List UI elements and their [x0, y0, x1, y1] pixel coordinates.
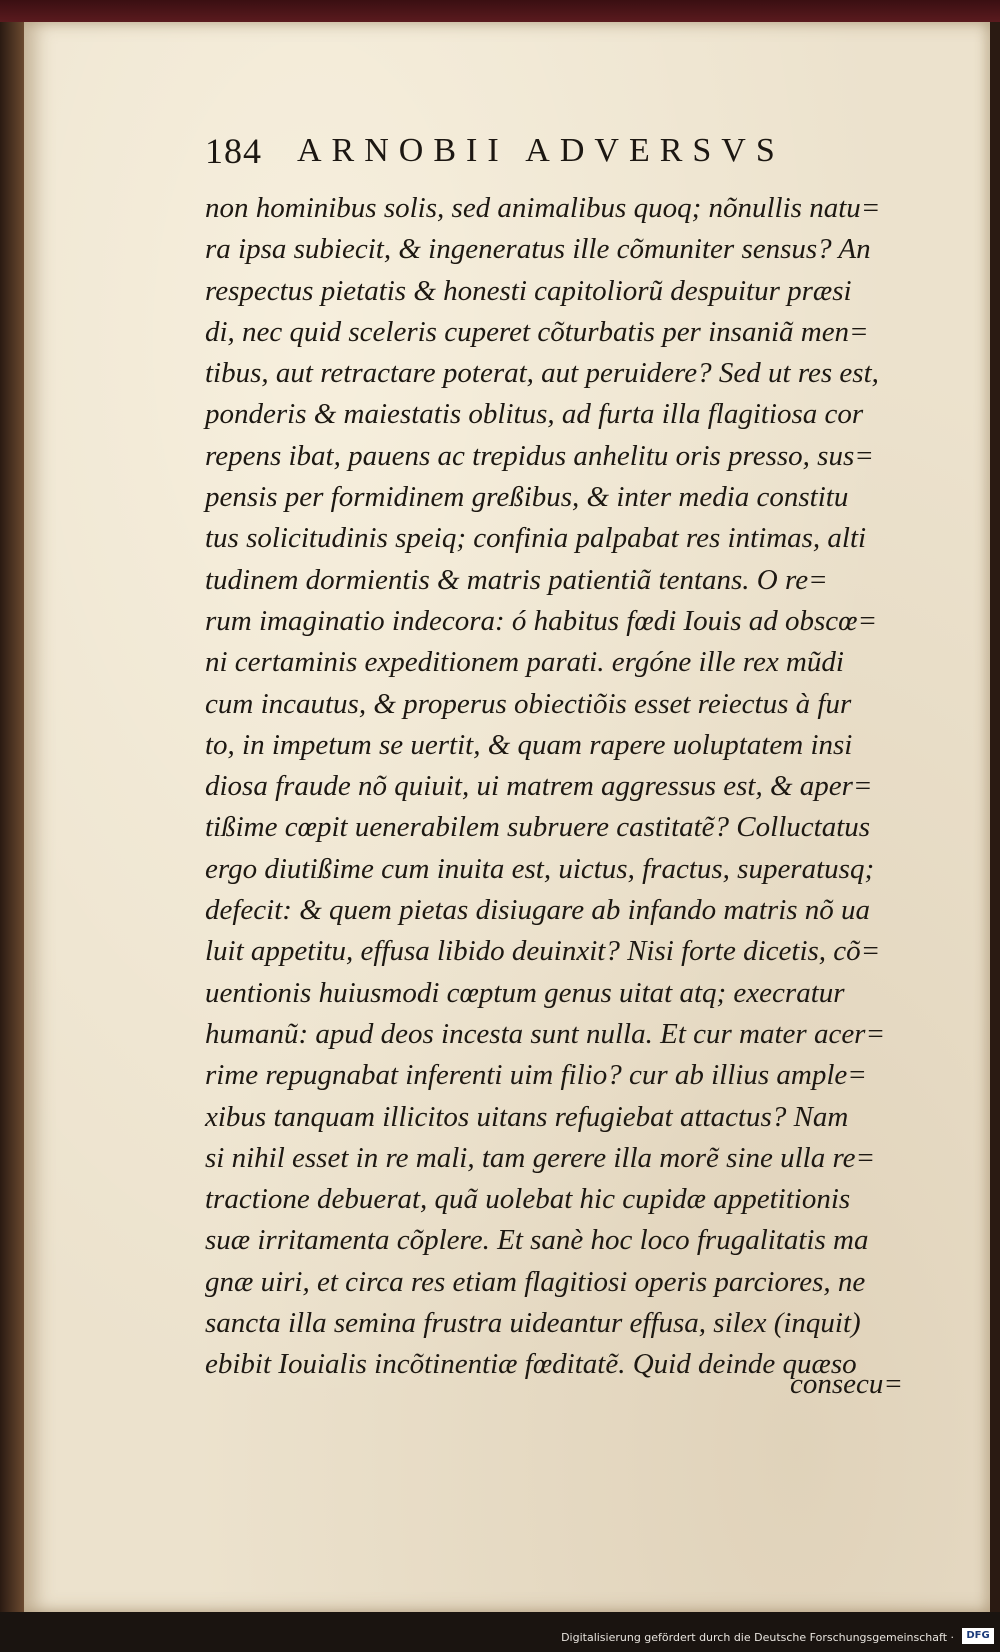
text-line: repens ibat, pauens ac trepidus anhelitu oris presso, sus=: [205, 439, 874, 472]
right-border: [990, 22, 1000, 1612]
running-title: ARNOBII ADVERSVS: [297, 132, 785, 169]
text-line: diosa fraude nõ quiuit, ui matrem aggressus est, & aper=: [205, 770, 873, 803]
text-line: ra ipsa subiecit, & ingeneratus ille cõmuniter sensus? An: [205, 233, 871, 266]
text-line: ni certaminis expeditionem parati. ergóne ille rex mũdi: [205, 646, 844, 679]
text-line: pensis per formidinem greßibus, & inter media constitu: [205, 481, 849, 514]
text-line: respectus pietatis & honesti capitoliorũ despuitur præsi: [205, 274, 852, 307]
text-line: luit appetitu, effusa libido deuinxit? Nisi forte dicetis, cõ=: [205, 935, 881, 968]
page-number: 184: [205, 131, 262, 171]
text-line: tißime cœpit uenerabilem subruere castitatẽ? Colluctatus: [205, 811, 871, 844]
top-border: [0, 0, 1000, 22]
page-body-text: [205, 188, 905, 1386]
text-line: si nihil esset in re mali, tam gerere illa morẽ sine ulla re=: [205, 1141, 876, 1174]
text-line: tudinem dormientis & matris patientiã tentans. O re=: [205, 563, 828, 596]
dfg-logo: DFG: [962, 1628, 994, 1644]
text-line: suæ irritamenta cõplere. Et sanè hoc loco frugalitatis ma: [205, 1224, 869, 1257]
page-header: [205, 130, 905, 180]
text-line: sancta illa semina frustra uideantur effusa, silex (inquit): [205, 1307, 861, 1340]
text-line: tibus, aut retractare poterat, aut peruidere? Sed ut res est,: [205, 357, 879, 390]
text-line: cum incautus, & properus obiectiõis esset reiectus à fur: [205, 687, 852, 720]
digitization-credit: Digitalisierung gefördert durch die Deutsche Forschungsgemeinschaft ·: [561, 1631, 954, 1644]
text-line: ponderis & maiestatis oblitus, ad furta illa flagitiosa cor: [205, 398, 864, 431]
text-line: rime repugnabat inferenti uim filio? cur ab illius ample=: [205, 1059, 867, 1092]
text-line: non hominibus solis, sed animalibus quoq; nõnullis natu=: [205, 192, 881, 224]
text-line: xibus tanquam illicitos uitans refugiebat attactus? Nam: [205, 1100, 849, 1133]
text-line: uentionis huiusmodi cœptum genus uitat atq; execratur: [205, 976, 845, 1009]
text-line: ebibit Iouialis incõtinentiæ fœditatẽ. Quid deinde quæso: [205, 1348, 857, 1381]
text-line: humanũ: apud deos incesta sunt nulla. Et cur mater acer=: [205, 1017, 886, 1050]
text-line: gnæ uiri, et circa res etiam flagitiosi operis parciores, ne: [205, 1265, 866, 1298]
text-line: tus solicitudinis speiq; confinia palpabat res intimas, alti: [205, 522, 867, 555]
text-line: tractione debuerat, quã uolebat hic cupidæ appetitionis: [205, 1183, 851, 1216]
text-line: ergo diutißime cum inuita est, uictus, fractus, superatusq;: [205, 852, 875, 885]
text-line: defecit: & quem pietas disiugare ab infando matris nõ ua: [205, 894, 871, 927]
text-line: to, in impetum se uertit, & quam rapere uoluptatem insi: [205, 728, 853, 761]
book-spine-edge: [0, 22, 24, 1612]
text-line: di, nec quid sceleris cuperet cõturbatis per insaniã men=: [205, 315, 869, 348]
text-line: rum imaginatio indecora: ó habitus fœdi Iouis ad obscœ=: [205, 604, 878, 637]
catchword: consecu=: [790, 1368, 903, 1400]
